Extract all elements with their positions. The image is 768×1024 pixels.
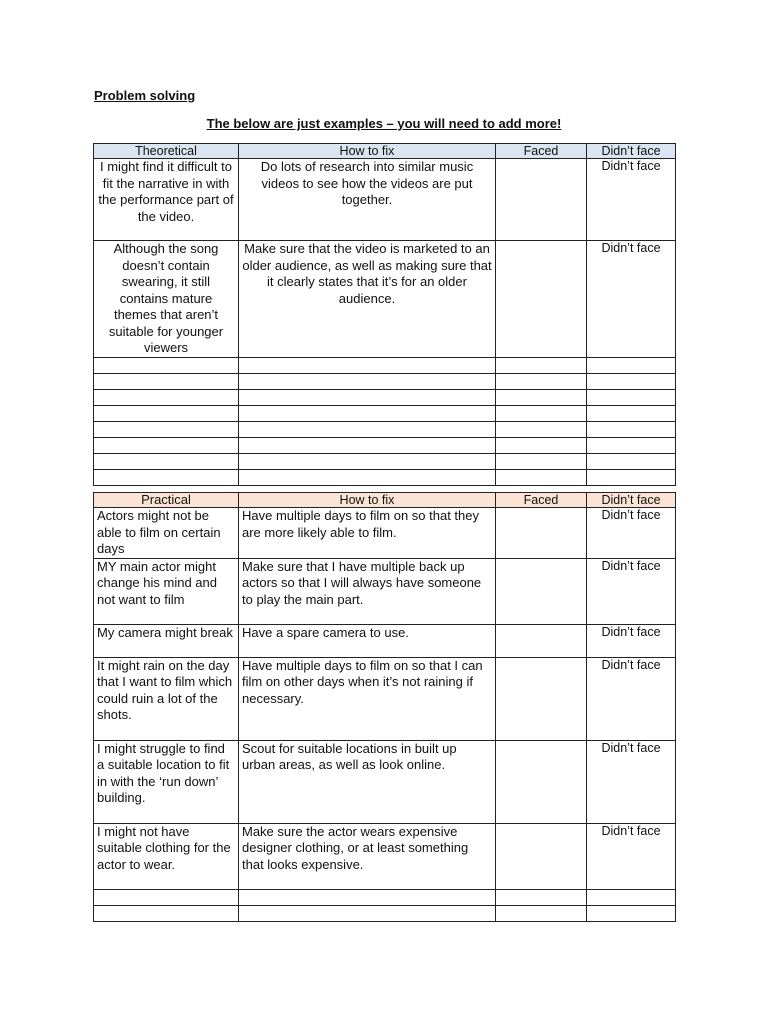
didnt-face-cell: Didn’t face [587,558,676,624]
header-faced: Faced [496,144,587,159]
table-row [94,657,676,740]
empty-row [94,437,676,453]
page-subtitle: The below are just examples – you will need to add more! [206,116,562,131]
fix-cell: Have a spare camera to use. [239,624,496,657]
faced-cell [496,508,587,559]
empty-row [94,373,676,389]
header-didnt-face: Didn’t face [587,144,676,159]
empty-row [94,889,676,905]
empty-row [94,453,676,469]
problem-cell: I might find it difficult to fit the narrative in with the performance part of the video. [94,159,239,241]
table-row [94,508,676,559]
didnt-face-cell: Didn’t face [587,159,676,241]
practical-table [93,492,676,922]
theoretical-header-row [94,144,676,159]
fix-cell: Do lots of research into similar music videos to see how the videos are put together. [239,159,496,241]
table-row [94,740,676,823]
empty-row [94,357,676,373]
table-row [94,823,676,889]
header-didnt-face: Didn’t face [587,493,676,508]
didnt-face-cell: Didn’t face [587,241,676,358]
page-title: Problem solving [94,88,196,103]
faced-cell [496,823,587,889]
faced-cell [496,558,587,624]
didnt-face-cell: Didn’t face [587,657,676,740]
problem-cell: My camera might break [94,624,239,657]
fix-cell: Have multiple days to film on so that I can film on other days when it’s not raining if necessary. [239,657,496,740]
problem-cell: Actors might not be able to film on certain days [94,508,239,559]
theoretical-table [93,143,676,486]
header-practical: Practical [94,493,239,508]
didnt-face-cell: Didn’t face [587,740,676,823]
fix-cell: Make sure that I have multiple back up actors so that I will always have someone to play the main part. [239,558,496,624]
empty-row [94,421,676,437]
faced-cell [496,241,587,358]
header-how-to-fix: How to fix [239,493,496,508]
didnt-face-cell: Didn’t face [587,508,676,559]
empty-row [94,905,676,921]
faced-cell [496,740,587,823]
fix-cell: Scout for suitable locations in built up urban areas, as well as look online. [239,740,496,823]
header-how-to-fix: How to fix [239,144,496,159]
fix-cell: Make sure the actor wears expensive designer clothing, or at least something that looks expensive. [239,823,496,889]
didnt-face-cell: Didn’t face [587,823,676,889]
faced-cell [496,159,587,241]
header-faced: Faced [496,493,587,508]
didnt-face-cell: Didn’t face [587,624,676,657]
problem-cell: I might not have suitable clothing for the actor to wear. [94,823,239,889]
table-row [94,624,676,657]
faced-cell [496,624,587,657]
faced-cell [496,657,587,740]
fix-cell: Have multiple days to film on so that they are more likely able to film. [239,508,496,559]
practical-header-row [94,493,676,508]
problem-cell: I might struggle to find a suitable location to fit in with the ‘run down’ building. [94,740,239,823]
empty-row [94,469,676,485]
fix-cell: Make sure that the video is marketed to an older audience, as well as making sure that it clearly states that it’s for an older audience. [239,241,496,358]
problem-cell: Although the song doesn’t contain swearing, it still contains mature themes that aren’t suitable for younger viewers [94,241,239,358]
table-row [94,159,676,241]
table-row [94,241,676,358]
header-theoretical: Theoretical [94,144,239,159]
problem-cell: It might rain on the day that I want to film which could ruin a lot of the shots. [94,657,239,740]
problem-cell: MY main actor might change his mind and not want to film [94,558,239,624]
empty-row [94,405,676,421]
empty-row [94,389,676,405]
table-row [94,558,676,624]
